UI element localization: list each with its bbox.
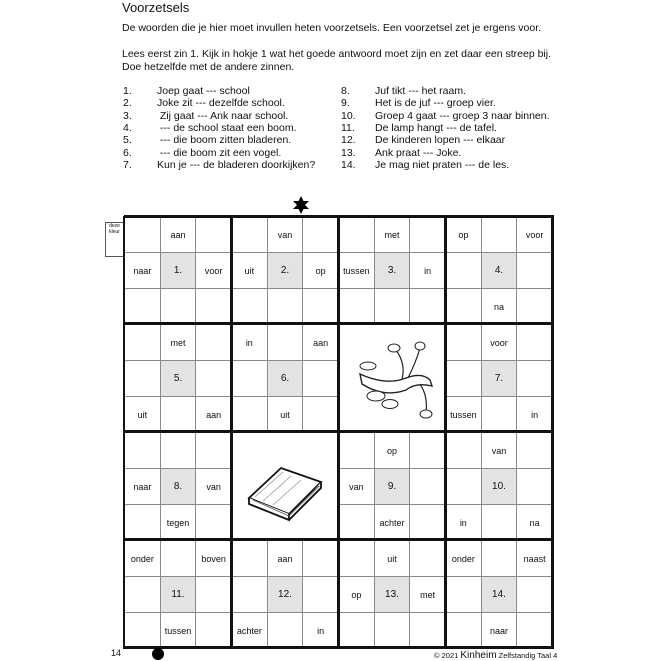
empty-cell[interactable]	[231, 396, 268, 433]
word-cell[interactable]: van	[338, 468, 375, 505]
empty-cell[interactable]	[516, 324, 553, 361]
empty-cell[interactable]	[516, 468, 553, 505]
sentence-number: 11.	[341, 121, 355, 134]
book-illustration	[231, 432, 339, 541]
word-cell[interactable]: aan	[267, 540, 304, 577]
empty-cell[interactable]	[374, 612, 411, 649]
empty-cell[interactable]	[267, 612, 304, 649]
word-cell[interactable]: met	[374, 216, 411, 253]
empty-cell[interactable]	[195, 432, 232, 469]
legend-label: deze kleur	[109, 223, 120, 235]
sentence-item	[341, 122, 497, 134]
word-cell[interactable]: uit	[124, 396, 161, 433]
block-divider	[124, 322, 554, 325]
star-icon	[291, 195, 311, 215]
branch-icon	[346, 334, 438, 424]
color-legend	[105, 222, 124, 257]
empty-cell[interactable]	[516, 576, 553, 613]
word-cell[interactable]: op	[445, 216, 482, 253]
word-cell[interactable]: met	[160, 324, 197, 361]
sentence-item	[123, 134, 291, 146]
brand-name: Kinheim	[460, 650, 497, 661]
word-cell[interactable]: aan	[302, 324, 339, 361]
empty-cell[interactable]	[231, 540, 268, 577]
empty-cell[interactable]	[160, 432, 197, 469]
word-cell[interactable]: na	[516, 504, 553, 541]
word-cell[interactable]: tussen	[445, 396, 482, 433]
word-cell[interactable]: van	[195, 468, 232, 505]
empty-cell[interactable]	[338, 540, 375, 577]
empty-cell[interactable]	[338, 612, 375, 649]
instruction-line-1: Lees eerst zin 1. Kijk in hokje 1 wat het goede antwoord moet zijn en zet daar een streep bij.	[122, 48, 552, 60]
sentence-number: 5.	[123, 134, 132, 147]
empty-cell[interactable]	[516, 432, 553, 469]
empty-cell[interactable]	[124, 324, 161, 361]
sentence-item	[341, 134, 505, 146]
empty-cell[interactable]	[338, 504, 375, 541]
sentence-text: Groep 4 gaat --- groep 3 naar binnen.	[375, 109, 550, 122]
sentence-text: Juf tikt --- het raam.	[375, 85, 467, 97]
empty-cell[interactable]	[409, 216, 446, 253]
word-cell[interactable]: naar	[124, 468, 161, 505]
word-cell[interactable]: van	[267, 216, 304, 253]
word-cell[interactable]: tegen	[160, 504, 197, 541]
sentence-number: 14.	[341, 158, 356, 171]
sentence-number: 2.	[123, 97, 132, 110]
sentence-item	[123, 122, 297, 134]
sentence-text: Ank praat --- Joke.	[375, 146, 462, 159]
branch-illustration	[338, 324, 446, 433]
empty-cell[interactable]	[516, 252, 553, 289]
empty-cell[interactable]	[409, 504, 446, 541]
sentence-text: Het is de juf --- groep vier.	[375, 97, 496, 110]
empty-cell[interactable]	[516, 288, 553, 325]
block-divider	[124, 430, 554, 433]
sentence-text: --- die boom zit een vogel.	[157, 146, 282, 159]
number-cell[interactable]: 11.	[160, 576, 197, 613]
empty-cell[interactable]	[445, 432, 482, 469]
empty-cell[interactable]	[160, 540, 197, 577]
empty-cell[interactable]	[124, 612, 161, 649]
series-name: Zelfstandig Taal 4	[498, 651, 558, 660]
sentence-number: 9.	[341, 97, 350, 110]
sentence-item	[123, 85, 250, 97]
empty-cell[interactable]	[445, 324, 482, 361]
block-divider	[124, 215, 554, 218]
empty-cell[interactable]	[409, 468, 446, 505]
word-cell[interactable]: naar	[481, 612, 518, 649]
sentence-text: --- de school staat een boom.	[157, 121, 297, 134]
empty-cell[interactable]	[267, 324, 304, 361]
empty-cell[interactable]	[409, 432, 446, 469]
empty-cell[interactable]	[445, 288, 482, 325]
empty-cell[interactable]	[516, 360, 553, 397]
footer-credit	[434, 650, 557, 661]
sentence-text: De lamp hangt --- de tafel.	[375, 121, 497, 134]
sentence-item	[341, 97, 496, 109]
book-icon	[243, 452, 327, 522]
sentence-number: 12.	[341, 134, 356, 147]
number-cell[interactable]: 7.	[481, 360, 518, 397]
empty-cell[interactable]	[302, 360, 339, 397]
empty-cell[interactable]	[374, 288, 411, 325]
empty-cell[interactable]	[338, 432, 375, 469]
number-cell[interactable]: 14.	[481, 576, 518, 613]
empty-cell[interactable]	[195, 504, 232, 541]
sentence-number: 6.	[123, 146, 132, 159]
sentence-text: Joep gaat --- school	[157, 85, 250, 97]
empty-cell[interactable]	[302, 540, 339, 577]
sentence-item	[123, 147, 281, 159]
empty-cell[interactable]	[195, 576, 232, 613]
empty-cell[interactable]	[160, 288, 197, 325]
block-divider	[124, 538, 554, 541]
intro-text: De woorden die je hier moet invullen heten voorzetsels. Een voorzetsel zet je ergens voor.	[122, 22, 542, 34]
empty-cell[interactable]	[302, 576, 339, 613]
word-cell[interactable]: uit	[374, 540, 411, 577]
number-cell[interactable]: 9.	[374, 468, 411, 505]
word-cell[interactable]: naar	[124, 252, 161, 289]
number-cell[interactable]: 12.	[267, 576, 304, 613]
number-cell[interactable]: 6.	[267, 360, 304, 397]
sentence-item	[341, 85, 466, 97]
empty-cell[interactable]	[195, 324, 232, 361]
word-cell[interactable]: in	[302, 612, 339, 649]
word-cell[interactable]: in	[445, 504, 482, 541]
number-cell[interactable]: 1.	[160, 252, 197, 289]
empty-cell[interactable]	[302, 396, 339, 433]
empty-cell[interactable]	[124, 576, 161, 613]
empty-cell[interactable]	[445, 576, 482, 613]
empty-cell[interactable]	[160, 396, 197, 433]
word-cell[interactable]: voor	[195, 252, 232, 289]
empty-cell[interactable]	[231, 360, 268, 397]
sentence-text: Joke zit --- dezelfde school.	[157, 97, 285, 110]
empty-cell[interactable]	[302, 216, 339, 253]
number-cell[interactable]: 5.	[160, 360, 197, 397]
sentence-text: --- die boom zitten bladeren.	[157, 134, 292, 147]
empty-cell[interactable]	[409, 540, 446, 577]
word-cell[interactable]: uit	[267, 396, 304, 433]
empty-cell[interactable]	[124, 360, 161, 397]
empty-cell[interactable]	[409, 612, 446, 649]
empty-cell[interactable]	[124, 504, 161, 541]
sentence-number: 4.	[123, 121, 132, 134]
sentence-item	[123, 97, 285, 109]
word-cell[interactable]: onder	[445, 540, 482, 577]
empty-cell[interactable]	[231, 216, 268, 253]
word-cell[interactable]: in	[516, 396, 553, 433]
sentence-text: Kun je --- de bladeren doorkijken?	[157, 158, 316, 171]
page-number: 14	[111, 648, 122, 658]
word-cell[interactable]: tussen	[338, 252, 375, 289]
empty-cell[interactable]	[445, 612, 482, 649]
empty-cell[interactable]	[445, 252, 482, 289]
word-cell[interactable]: op	[302, 252, 339, 289]
circle-marker-icon	[152, 648, 164, 660]
block-divider	[124, 646, 554, 649]
empty-cell[interactable]	[195, 216, 232, 253]
word-cell[interactable]: tussen	[160, 612, 197, 649]
empty-cell[interactable]	[481, 216, 518, 253]
empty-cell[interactable]	[195, 288, 232, 325]
empty-cell[interactable]	[231, 288, 268, 325]
sentence-text: Zij gaat --- Ank naar school.	[157, 109, 289, 122]
empty-cell[interactable]	[445, 468, 482, 505]
number-cell[interactable]: 10.	[481, 468, 518, 505]
empty-cell[interactable]	[481, 540, 518, 577]
number-cell[interactable]: 2.	[267, 252, 304, 289]
sentence-text: Je mag niet praten --- de les.	[375, 158, 510, 171]
empty-cell[interactable]	[338, 216, 375, 253]
empty-cell[interactable]	[481, 396, 518, 433]
empty-cell[interactable]	[302, 288, 339, 325]
sentence-text: De kinderen lopen --- elkaar	[375, 134, 506, 147]
empty-cell[interactable]	[338, 288, 375, 325]
empty-cell[interactable]	[124, 288, 161, 325]
empty-cell[interactable]	[231, 576, 268, 613]
empty-cell[interactable]	[124, 216, 161, 253]
empty-cell[interactable]	[124, 432, 161, 469]
number-cell[interactable]: 4.	[481, 252, 518, 289]
sentence-number: 7.	[123, 158, 132, 171]
empty-cell[interactable]	[195, 360, 232, 397]
empty-cell[interactable]	[481, 504, 518, 541]
word-cell[interactable]: van	[481, 432, 518, 469]
sentence-item	[123, 110, 288, 122]
empty-cell[interactable]	[195, 612, 232, 649]
sentence-item	[341, 110, 550, 122]
word-cell[interactable]: na	[481, 288, 518, 325]
number-cell[interactable]: 3.	[374, 252, 411, 289]
sentence-item	[341, 147, 461, 159]
word-cell[interactable]: onder	[124, 540, 161, 577]
word-cell[interactable]: op	[338, 576, 375, 613]
word-cell[interactable]: achter	[374, 504, 411, 541]
sentence-number: 1.	[123, 85, 132, 97]
word-cell[interactable]: op	[374, 432, 411, 469]
word-cell[interactable]: met	[409, 576, 446, 613]
word-cell[interactable]: in	[231, 324, 268, 361]
word-cell[interactable]: boven	[195, 540, 232, 577]
page-title: Voorzetsels	[122, 0, 190, 15]
word-cell[interactable]: naast	[516, 540, 553, 577]
number-cell[interactable]: 13.	[374, 576, 411, 613]
instruction-line-2: Doe hetzelfde met de andere zinnen.	[122, 61, 295, 73]
sentence-number: 10.	[341, 109, 356, 122]
empty-cell[interactable]	[267, 288, 304, 325]
word-cell[interactable]: aan	[195, 396, 232, 433]
empty-cell[interactable]	[516, 612, 553, 649]
copyright-text: © 2021	[434, 651, 459, 660]
word-cell[interactable]: voor	[481, 324, 518, 361]
word-cell[interactable]: aan	[160, 216, 197, 253]
sentence-item	[123, 159, 315, 171]
sentence-number: 8.	[341, 85, 350, 97]
word-cell[interactable]: achter	[231, 612, 268, 649]
empty-cell[interactable]	[445, 360, 482, 397]
number-cell[interactable]: 8.	[160, 468, 197, 505]
word-cell[interactable]: in	[409, 252, 446, 289]
sentence-number: 13.	[341, 146, 356, 159]
sentence-item	[341, 159, 509, 171]
word-cell[interactable]: uit	[231, 252, 268, 289]
empty-cell[interactable]	[409, 288, 446, 325]
sentence-number: 3.	[123, 109, 132, 122]
word-cell[interactable]: voor	[516, 216, 553, 253]
